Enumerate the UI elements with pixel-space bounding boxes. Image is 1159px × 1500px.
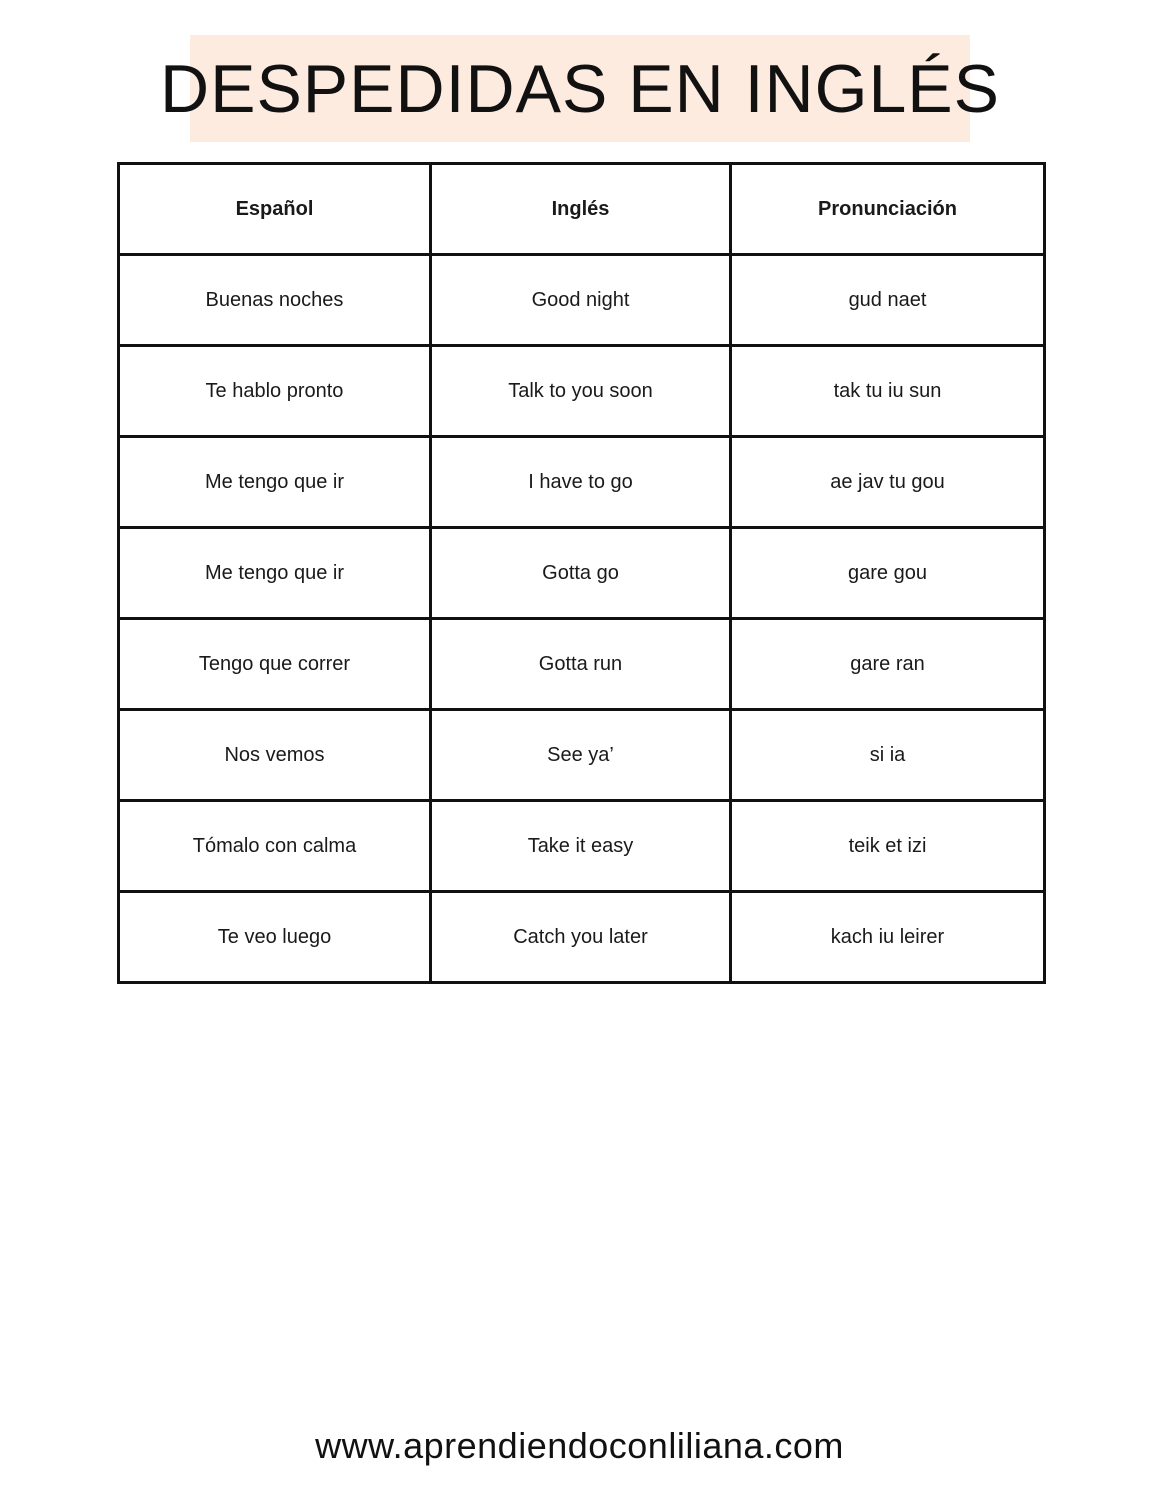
cell-pronunciacion: kach iu leirer <box>731 892 1045 983</box>
cell-ingles: Gotta go <box>431 528 731 619</box>
page-title: DESPEDIDAS EN INGLÉS <box>159 50 1001 127</box>
cell-pronunciacion: gud naet <box>731 255 1045 346</box>
title-banner <box>159 35 1001 142</box>
cell-pronunciacion: ae jav tu gou <box>731 437 1045 528</box>
table-row <box>119 346 1045 437</box>
header-espanol: Español <box>119 164 431 255</box>
cell-ingles: Good night <box>431 255 731 346</box>
cell-espanol: Nos vemos <box>119 710 431 801</box>
cell-espanol: Me tengo que ir <box>119 437 431 528</box>
cell-ingles: Take it easy <box>431 801 731 892</box>
table-row <box>119 528 1045 619</box>
cell-pronunciacion: teik et izi <box>731 801 1045 892</box>
header-pronunciacion: Pronunciación <box>731 164 1045 255</box>
table-header-row <box>119 164 1045 255</box>
cell-espanol: Te hablo pronto <box>119 346 431 437</box>
cell-ingles: See ya’ <box>431 710 731 801</box>
cell-ingles: I have to go <box>431 437 731 528</box>
cell-espanol: Me tengo que ir <box>119 528 431 619</box>
table-row <box>119 710 1045 801</box>
cell-pronunciacion: gare gou <box>731 528 1045 619</box>
footer-website: www.aprendiendoconliliana.com <box>315 1425 844 1466</box>
cell-espanol: Te veo luego <box>119 892 431 983</box>
cell-ingles: Catch you later <box>431 892 731 983</box>
cell-pronunciacion: tak tu iu sun <box>731 346 1045 437</box>
cell-ingles: Gotta run <box>431 619 731 710</box>
table-row <box>119 892 1045 983</box>
cell-pronunciacion: gare ran <box>731 619 1045 710</box>
cell-pronunciacion: si ia <box>731 710 1045 801</box>
table-row <box>119 619 1045 710</box>
cell-espanol: Tómalo con calma <box>119 801 431 892</box>
table-row <box>119 437 1045 528</box>
table-row <box>119 801 1045 892</box>
cell-ingles: Talk to you soon <box>431 346 731 437</box>
header-ingles: Inglés <box>431 164 731 255</box>
vocabulary-table <box>117 162 1046 984</box>
table-row <box>119 255 1045 346</box>
cell-espanol: Buenas noches <box>119 255 431 346</box>
cell-espanol: Tengo que correr <box>119 619 431 710</box>
